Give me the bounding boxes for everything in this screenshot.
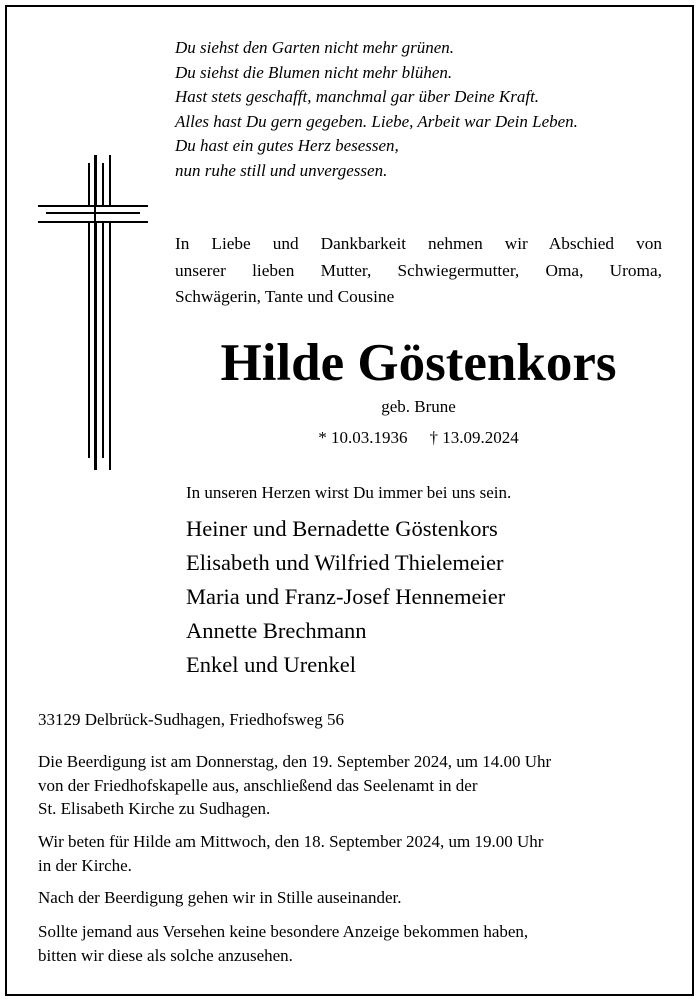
poem-line: nun ruhe still und unvergessen. (175, 160, 388, 180)
poem-line: Du siehst die Blumen nicht mehr blühen. (175, 62, 453, 82)
mourner-entry: Enkel und Urenkel (186, 652, 356, 677)
funeral-info (38, 750, 663, 821)
mourner-entry: Maria und Franz-Josef Hennemeier (186, 584, 506, 609)
silence-line: Nach der Beerdigung gehen wir in Stille auseinander. (38, 888, 402, 907)
funeral-line: von der Friedhofskapelle aus, anschließend das Seelenamt in der (38, 775, 478, 795)
cross-icon (38, 155, 148, 470)
mourner-entry: Annette Brechmann (186, 618, 367, 643)
prayer-info (38, 830, 663, 877)
silence-info (38, 886, 663, 910)
notice-info (38, 920, 663, 967)
mourner-entry: Elisabeth und Wilfried Thielemeier (186, 550, 504, 575)
poem (175, 36, 578, 184)
family-intro: In unseren Herzen wirst Du immer bei uns sein. (186, 483, 512, 502)
birth-date: * 10.03.1936 (318, 428, 408, 447)
poem-line: Hast stets geschafft, manchmal gar über Deine Kraft. (175, 87, 540, 107)
notice-line: bitten wir diese als solche anzusehen. (38, 945, 293, 965)
poem-line: Du siehst den Garten nicht mehr grünen. (175, 38, 455, 57)
deceased-name: Hilde Göstenkors (220, 334, 617, 392)
intro-line: In Liebe und Dankbarkeit nehmen wir Abschied von (175, 234, 662, 253)
intro-line: unserer lieben Mutter, Schwiegermutter, Oma, Uroma, (175, 260, 662, 280)
death-date: † 13.09.2024 (429, 428, 519, 447)
poem-line: Du hast ein gutes Herz besessen, (175, 136, 399, 156)
mourner-entry: Heiner und Bernadette Göstenkors (186, 516, 498, 541)
family-address: 33129 Delbrück-Sudhagen, Friedhofsweg 56 (38, 710, 344, 729)
life-dates (175, 426, 662, 450)
funeral-line: St. Elisabeth Kirche zu Sudhagen. (38, 799, 271, 818)
prayer-line: in der Kirche. (38, 855, 132, 875)
poem-line: Alles hast Du gern gegeben. Liebe, Arbeit war Dein Leben. (175, 111, 578, 131)
notice-line: Sollte jemand aus Versehen keine besondere Anzeige bekommen haben, (38, 922, 529, 941)
intro-text (175, 231, 662, 311)
funeral-line: Die Beerdigung ist am Donnerstag, den 19. September 2024, um 14.00 Uhr (38, 752, 552, 771)
prayer-line: Wir beten für Hilde am Mittwoch, den 18. September 2024, um 19.00 Uhr (38, 832, 544, 851)
intro-line: Schwägerin, Tante und Cousine (175, 287, 395, 306)
maiden-name: geb. Brune (381, 397, 456, 416)
mourners-list (186, 512, 505, 682)
